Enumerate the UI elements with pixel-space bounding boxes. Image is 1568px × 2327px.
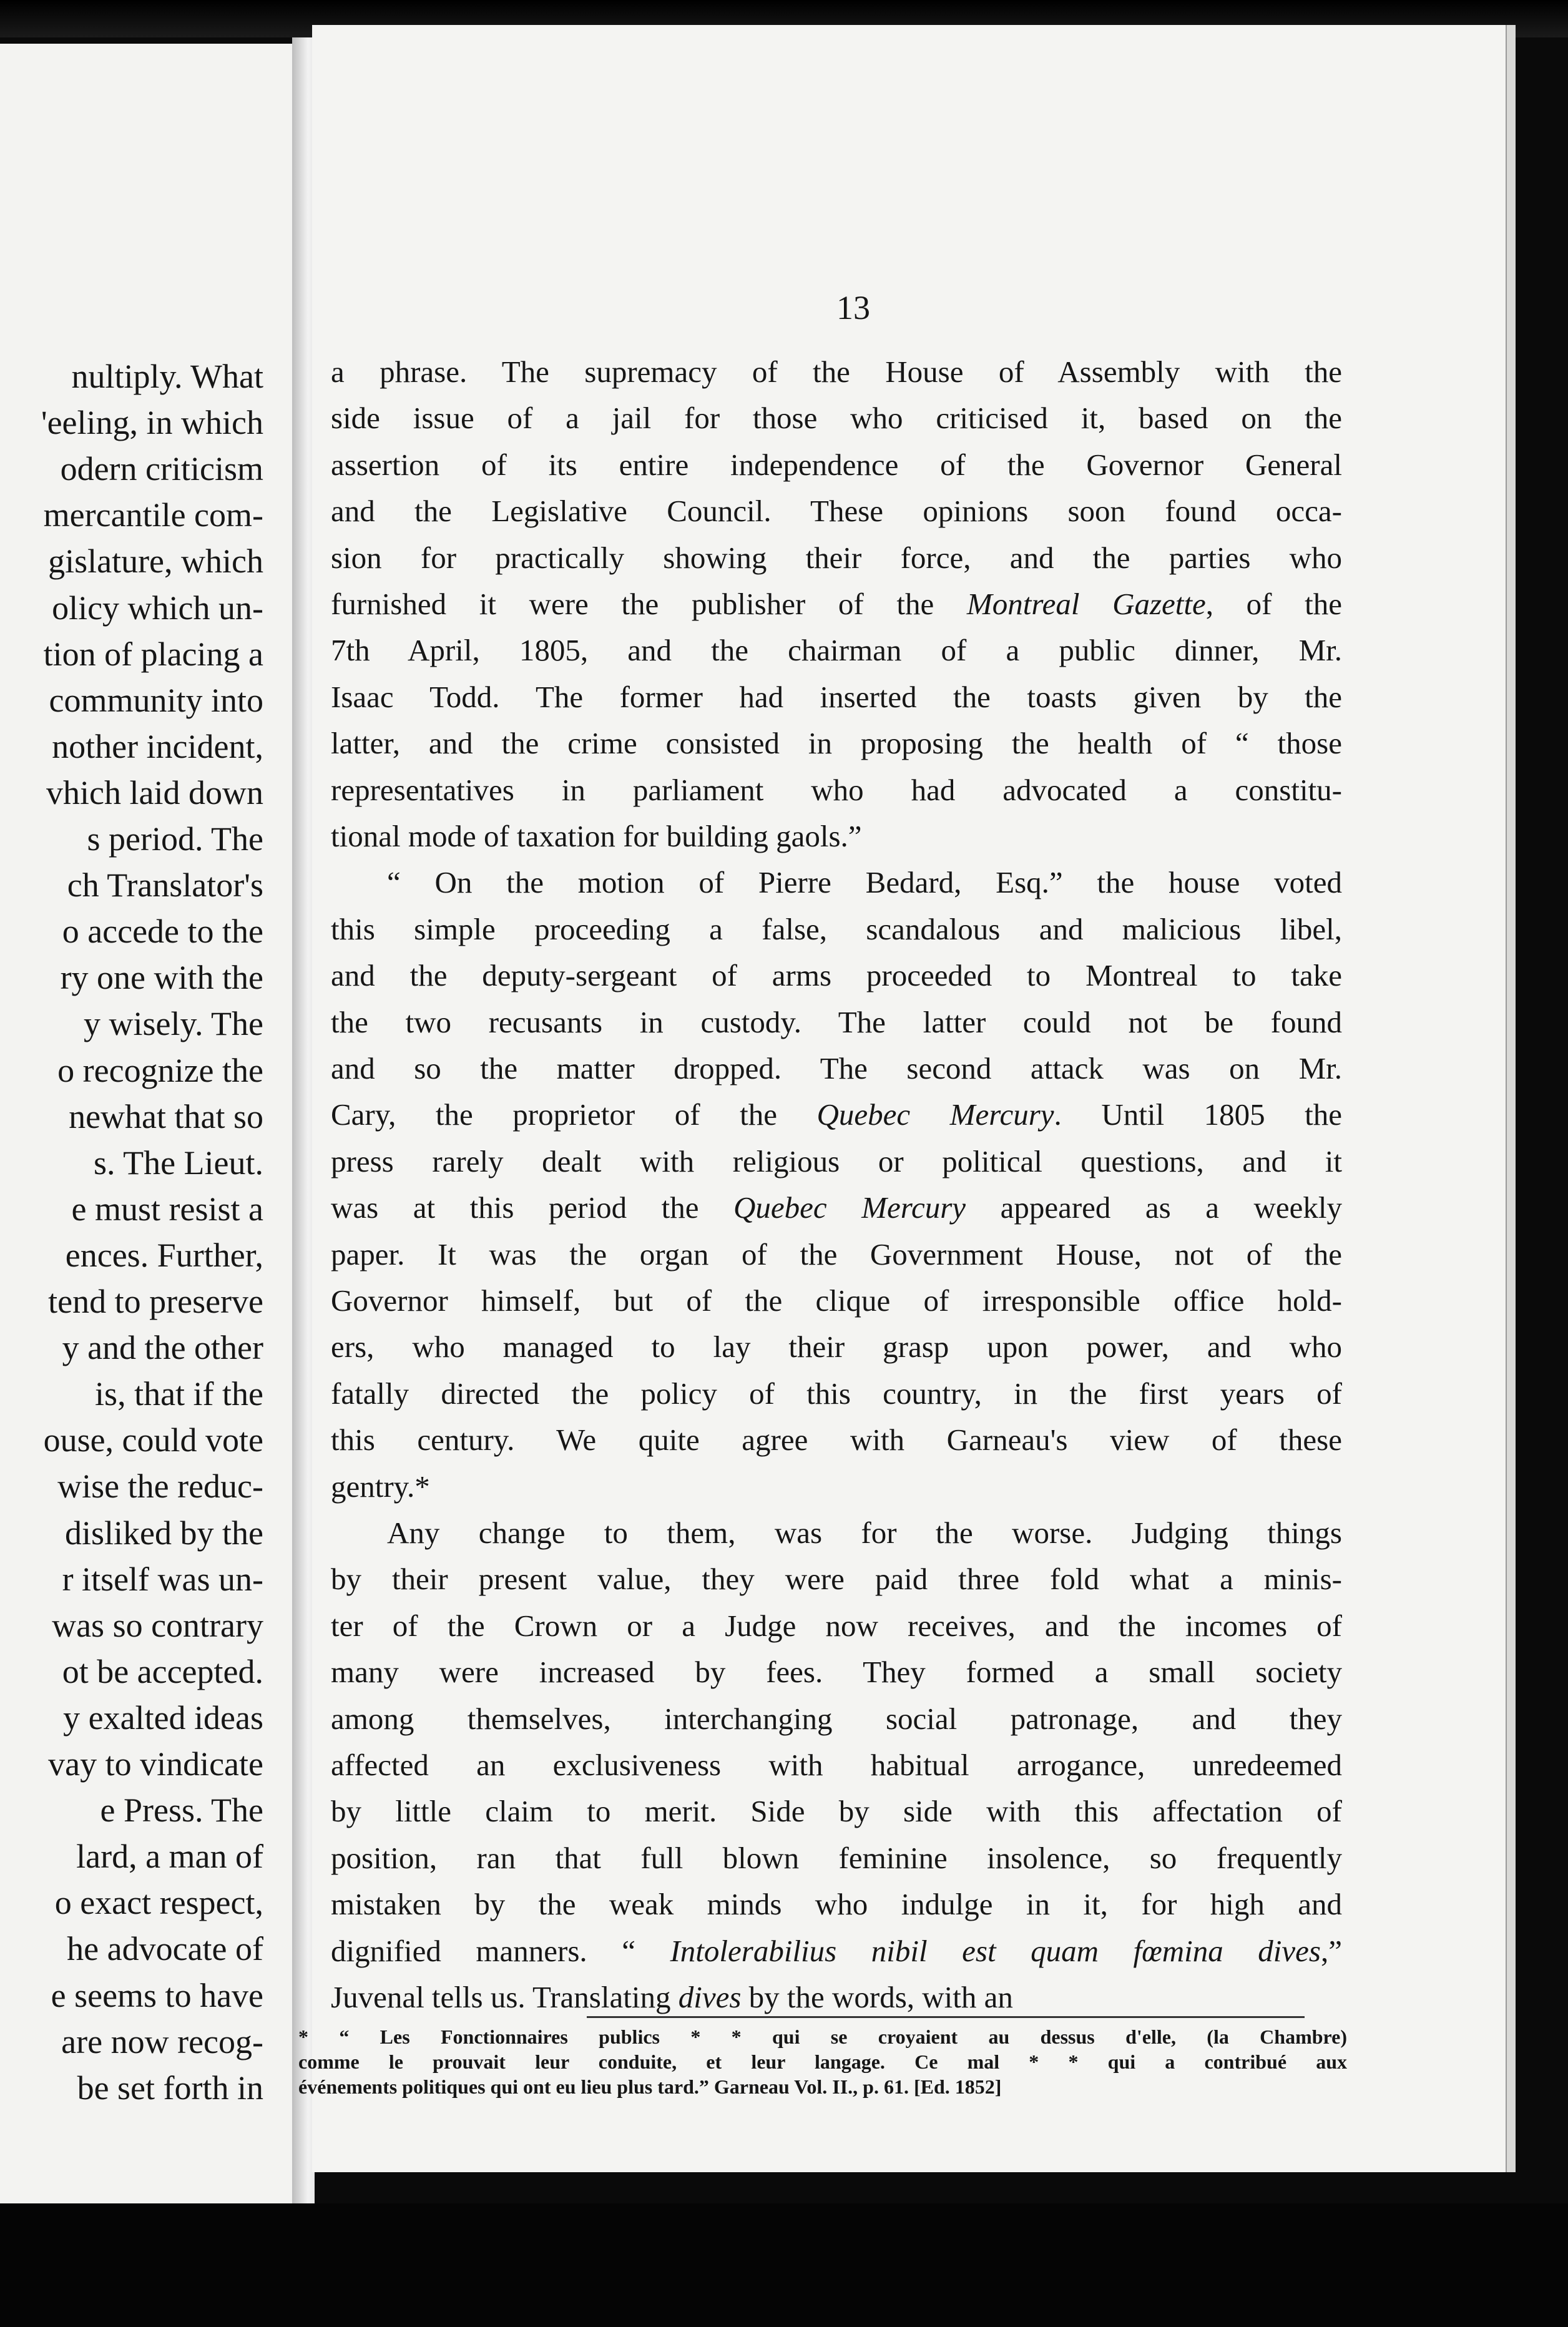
footnote-line: comme le prouvait leur conduite, et leur langage. Ce mal * * qui a contribué aux [298,2050,1347,2073]
left-page-line: tion of placing a [43,635,263,673]
book-gutter [292,37,315,2210]
body-line: Any change to them, was for the worse. Judging things [387,1516,1342,1550]
body-line: Cary, the proprietor of the Quebec Mercury. Until 1805 the [331,1097,1343,1132]
left-page-line: vay to vindicate [48,1745,263,1783]
left-page-line: mercantile com- [43,496,263,534]
left-page-line: he advocate of [67,1930,263,1968]
left-page-line: 'eeling, in which [41,404,263,442]
body-line: dignified manners. “ Intolerabilius nibil est quam fœmina dives,” [331,1933,1342,1968]
left-page-line: odern criticism [60,450,263,488]
left-page-fragment [0,44,294,2203]
left-page-line: be set forth in [77,2069,263,2107]
left-page-line: was so contrary [52,1606,263,1644]
body-line: Juvenal tells us. Translating dives by the words, with an [331,1980,1013,2014]
body-line: sion for practically showing their force, and the parties who [331,540,1342,575]
body-line: the two recusants in custody. The latter could not be found [331,1004,1342,1039]
left-page-line: o exact respect, [54,1884,263,1922]
left-page-line: o accede to the [62,913,263,951]
body-line: furnished it were the publisher of the Montreal Gazette, of the [331,587,1342,621]
left-page-line: tend to preserve [48,1283,263,1320]
left-page-line: ch Translator's [67,866,263,904]
body-line: and so the matter dropped. The second attack was on Mr. [331,1051,1342,1085]
left-page-line: ry one with the [60,959,263,997]
left-page-line: ouse, could vote [43,1421,263,1459]
body-line: a phrase. The supremacy of the House of Assembly with the [331,355,1342,389]
left-page-line: gislature, which [48,542,263,581]
body-line: latter, and the crime consisted in proposing the health of “ those [331,726,1342,761]
left-page-line: community into [49,681,263,719]
left-page-line: lard, a man of [76,1838,263,1876]
body-line: gentry.* [331,1469,430,1504]
body-line: by little claim to merit. Side by side with this affectation of [331,1794,1342,1829]
body-line: ter of the Crown or a Judge now receives, and the incomes of [331,1608,1342,1643]
body-line: and the deputy-sergeant of arms proceeded to Montreal to take [331,958,1342,993]
left-page-line: is, that if the [95,1375,263,1413]
body-line: among themselves, interchanging social patronage, and they [331,1701,1342,1736]
left-page-line: vhich laid down [46,773,263,811]
left-page-line: disliked by the [65,1514,263,1552]
left-page-line: e must resist a [71,1190,263,1228]
body-line: Isaac Todd. The former had inserted the toasts given by the [331,679,1342,714]
body-line: many were increased by fees. They formed a small society [331,1655,1342,1690]
page-edge [1506,25,1516,2172]
body-line: this century. We quite agree with Garneau's view of these [331,1423,1342,1457]
left-page-line: ot be accepted. [62,1652,263,1690]
left-page-line: y wisely. The [84,1005,263,1043]
body-line: Governor himself, but of the clique of irresponsible office hold- [331,1283,1342,1318]
left-page-line: y exalted ideas [63,1698,263,1737]
body-line: representatives in parliament who had advocated a constitu- [331,772,1342,807]
body-line: tional mode of taxation for building gaols.” [331,819,862,853]
body-line: by their present value, they were paid three fold what a minis- [331,1562,1342,1597]
body-line: side issue of a jail for those who criticised it, based on the [331,401,1342,436]
scan-bottom-shadow [0,2203,1568,2327]
left-page-line: nultiply. What [71,358,263,395]
body-line: this simple proceeding a false, scandalous and malicious libel, [331,911,1342,946]
body-line: ers, who managed to lay their grasp upon power, and who [331,1330,1342,1364]
left-page-line: o recognize the [57,1051,263,1089]
left-page-line: y and the other [62,1329,263,1367]
left-page-line: are now recog- [61,2022,263,2060]
left-page-line: newhat that so [69,1097,263,1135]
body-line: press rarely dealt with religious or political questions, and it [331,1144,1342,1178]
body-line: fatally directed the policy of this country, in the first years of [331,1376,1342,1411]
body-line: mistaken by the weak minds who indulge in it, for high and [331,1887,1342,1922]
left-page-line: ences. Further, [65,1236,263,1274]
body-line: 7th April, 1805, and the chairman of a public dinner, Mr. [331,633,1342,668]
footnote-line: * “ Les Fonctionnaires publics * * qui se croyaient au dessus d'elle, (la Chambre) [298,2026,1347,2048]
left-page-line: r itself was un- [62,1560,263,1598]
left-page-line: nother incident, [52,727,263,765]
body-line: and the Legislative Council. These opinions soon found occa- [331,494,1342,529]
left-page-line: e Press. The [100,1791,263,1830]
left-page-line: olicy which un- [52,589,263,627]
body-line: position, ran that full blown feminine insolence, so frequently [331,1840,1342,1875]
body-line: paper. It was the organ of the Government House, not of the [331,1237,1342,1271]
left-page-line: s period. The [87,820,263,858]
body-line: assertion of its entire independence of the Governor General [331,447,1342,482]
body-line: “ On the motion of Pierre Bedard, Esq.” the house voted [387,865,1342,900]
footnote-rule [587,2016,1305,2018]
footnote-line: événements politiques qui ont eu lieu plus tard.” Garneau Vol. II., p. 61. [Ed. 1852] [298,2075,1002,2098]
left-page-line: wise the reduc- [57,1467,263,1506]
left-page-line: e seems to have [51,1976,263,2014]
body-line: affected an exclusiveness with habitual arrogance, unredeemed [331,1748,1342,1782]
left-page-line: s. The Lieut. [94,1144,263,1182]
body-line: was at this period the Quebec Mercury appeared as a weekly [331,1190,1343,1225]
page-number: 13 [836,289,870,326]
